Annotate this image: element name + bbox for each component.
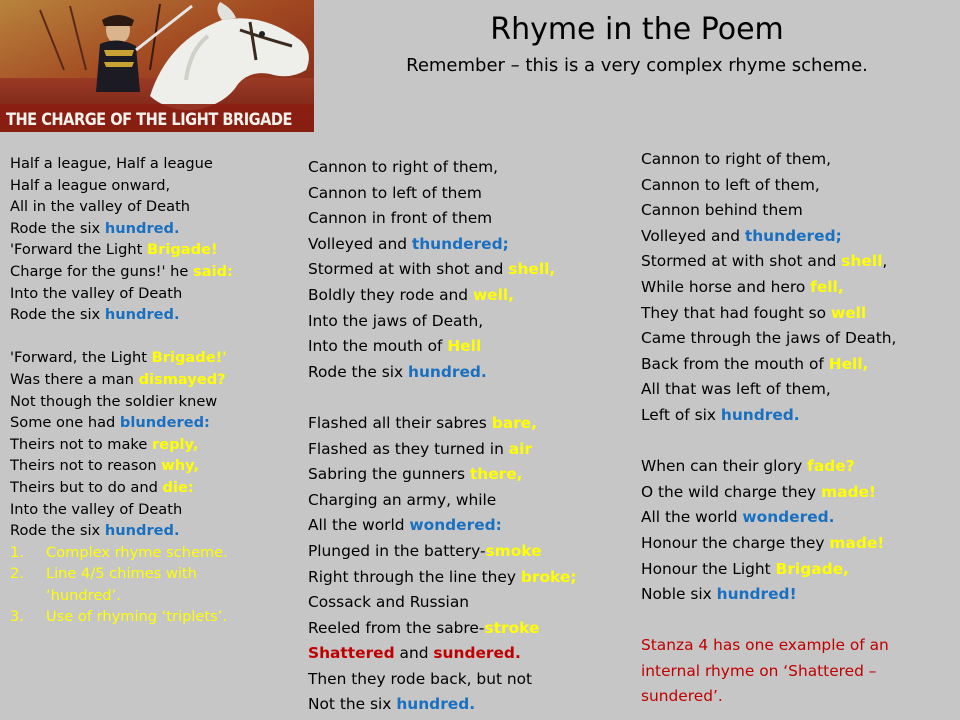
poem-text: Some one had [10,414,120,432]
poem-text: 'Forward, the Light [10,349,152,367]
poem-line [641,608,956,634]
poem-text: Stormed at with shot and [641,252,842,271]
rhyme-word: fade? [807,457,855,476]
stanza-column-1 [10,153,310,628]
poem-line [641,326,956,352]
poem-text: O the wild charge they [641,482,822,501]
analysis-note [10,606,310,628]
poem-line [641,198,956,224]
poem-text: Cannon behind them [641,201,803,220]
poem-text: All the world [308,516,410,535]
rhyme-word: Brigade!' [151,349,227,367]
poem-text: Right through the line they [308,567,521,586]
poem-text: Then they rode back, but not [308,669,533,688]
poem-text: Reeled from the sabre- [308,618,485,637]
analysis-note [10,542,310,564]
rhyme-word: hundred! [716,585,797,604]
rhyme-word: said: [193,262,233,280]
poem-line [308,616,638,642]
poem-text: Half a league onward, [10,176,171,194]
poem-text: Flashed as they turned in [308,439,509,458]
rhyme-word: hundred. [720,405,800,424]
poem-line [10,283,310,305]
poem-line [10,499,310,521]
rhyme-word: shell [841,252,883,271]
poem-text: Cannon to right of them, [308,158,499,176]
poem-line [641,505,956,531]
poem-text: All that was left of them, [641,380,831,399]
poem-text: Half a league, Half a league [10,155,213,172]
rhyme-word: die: [162,478,194,496]
poem-line [641,249,956,275]
rhyme-word: wondered. [742,508,835,527]
poem-line [308,334,638,360]
poem-text: All the world [641,508,743,527]
poem-text: Noble six [641,585,717,604]
poem-line [308,309,638,335]
poem-text: Not though the soldier knew [10,392,218,410]
rhyme-word: there, [469,465,523,484]
poem-text: Rode the six [10,219,105,237]
poem-line [641,531,956,557]
poem-line [10,196,310,218]
poem-text: Rode the six [308,362,408,381]
poem-line [308,257,638,283]
poem-text: and [394,644,434,663]
banner-caption: THE CHARGE OF THE LIGHT BRIGADE [6,110,293,130]
poem-text: Honour the Light [641,559,776,578]
rhyme-word: Brigade! [147,241,218,259]
poem-text: Into the jaws of Death, [308,311,484,330]
rhyme-word: hundred. [104,306,180,324]
rhyme-word: hundred. [408,362,487,381]
poem-text: Cannon to right of them, [641,150,832,168]
rhyme-word: thundered; [744,226,842,245]
poem-line [10,175,310,197]
poem-line [641,454,956,480]
rhyme-word: well, [472,285,515,304]
poem-text: Theirs not to make [10,435,152,453]
poem-line [641,173,956,199]
poem-line [308,360,638,386]
poem-text: , [882,252,888,271]
poem-line [308,590,638,616]
poem-line [308,565,638,591]
poem-line [10,261,310,283]
poem-line [308,206,638,232]
poem-line [10,347,310,369]
rhyme-word: thundered; [411,234,509,253]
poem-text: Left of six [641,405,721,424]
rhyme-word: Hell [447,337,482,356]
rhyme-word: Shattered [308,644,395,663]
poem-line [308,462,638,488]
poem-line [10,434,310,456]
poem-line [308,385,638,411]
rhyme-word: dismayed? [138,370,226,388]
rhyme-word: broke; [520,567,577,586]
poem-line [308,232,638,258]
rhyme-word: air [508,439,532,458]
poem-text: Stormed at with shot and [308,260,509,279]
poem-line [10,218,310,240]
rhyme-word: blundered: [119,414,210,432]
poem-text: Volleyed and [308,234,412,253]
poem-line [641,147,956,173]
poem-line [308,692,638,718]
poem-line [10,369,310,391]
note-line: internal rhyme on ‘Shattered – [641,661,877,680]
poem-line [641,224,956,250]
note-number: 1. [10,543,24,561]
rhyme-word: smoke [485,541,542,560]
poem-line [308,283,638,309]
rhyme-word: why, [161,457,200,475]
poem-text: 'Forward the Light [10,241,147,259]
poem-text: Flashed all their sabres [308,413,492,432]
rhyme-word: sundered. [433,644,521,663]
note-text: Complex rhyme scheme. [46,543,228,561]
poem-line [641,275,956,301]
poem-line [641,582,956,608]
poem-text: Charging an army, while [308,490,497,509]
poem-text: Not the six [308,695,397,714]
poem-text: Rode the six [10,306,105,324]
poem-text: Came through the jaws of Death, [641,329,897,348]
rhyme-word: made! [829,533,885,552]
internal-rhyme-note [641,633,956,710]
poem-text: Was there a man [10,370,139,388]
poem-line [10,326,310,348]
stanza-column-2 [308,155,638,718]
rhyme-word: hundred. [104,522,180,540]
poem-text: Boldly they rode and [308,285,473,304]
poem-text: Theirs not to reason [10,457,162,475]
rhyme-word: hundred. [104,219,180,237]
poem-text: While horse and hero [641,277,811,296]
poem-line [308,513,638,539]
banner-image [0,0,314,132]
poem-text: Sabring the gunners [308,465,470,484]
poem-line [641,480,956,506]
poem-line [10,455,310,477]
poem-line [10,391,310,413]
note-text: Line 4/5 chimes with [46,565,197,583]
poem-line [10,520,310,542]
poem-text: Into the mouth of [308,337,448,356]
poem-line [641,557,956,583]
poem-line [641,403,956,429]
poem-line [10,153,310,175]
poem-line [308,488,638,514]
note-number: 2. [10,565,24,583]
poem-text: Cannon to left of them [308,183,482,202]
page-title: Rhyme in the Poem [490,12,784,47]
poem-line [641,301,956,327]
rhyme-word: stroke [484,618,540,637]
poem-text: They that had fought so [641,303,831,322]
rhyme-word: fell, [810,277,844,296]
poem-text: Into the valley of Death [10,500,183,518]
rhyme-word: shell, [508,260,556,279]
poem-line [308,539,638,565]
rhyme-word: Brigade, [775,559,849,578]
analysis-note [10,563,310,606]
poem-text: Into the valley of Death [10,284,183,302]
poem-text: Theirs but to do and [10,478,163,496]
poem-line [641,352,956,378]
poem-line [641,429,956,455]
poem-text: When can their glory [641,457,808,476]
poem-line [641,377,956,403]
poem-line [308,641,638,667]
poem-text: Rode the six [10,522,105,540]
stanza-column-3 [641,147,956,710]
poem-line [308,667,638,693]
note-number: 3. [10,608,24,626]
poem-text: Cossack and Russian [308,593,470,612]
poem-line [10,412,310,434]
poem-text: Cannon to left of them, [641,175,820,194]
poem-line [10,304,310,326]
rhyme-word: wondered: [409,516,502,535]
poem-text: Honour the charge they [641,533,830,552]
poem-text: Charge for the guns!' he [10,262,194,280]
poem-text: Plunged in the battery- [308,541,486,560]
poem-text: Cannon in front of them [308,209,493,228]
poem-text: All in the valley of Death [10,198,191,216]
rhyme-word: made! [821,482,876,501]
analysis-notes [10,542,310,628]
poem-line [308,181,638,207]
poem-line [308,411,638,437]
rhyme-word: well [831,303,867,322]
rhyme-word: reply, [151,435,199,453]
poem-text: Back from the mouth of [641,354,829,373]
rhyme-word: bare, [491,413,537,432]
poem-line [10,239,310,261]
page-subtitle: Remember – this is a very complex rhyme scheme. [406,55,868,76]
poem-text: Volleyed and [641,226,745,245]
note-text: ‘hundred’. [46,586,121,604]
rhyme-word: hundred. [396,695,476,714]
note-line: sundered’. [641,687,723,706]
note-line: Stanza 4 has one example of an [641,636,889,655]
poem-line [308,437,638,463]
poem-line [308,155,638,181]
poem-line [10,477,310,499]
note-text: Use of rhyming ‘triplets’. [46,608,227,626]
rhyme-word: Hell, [828,354,869,373]
